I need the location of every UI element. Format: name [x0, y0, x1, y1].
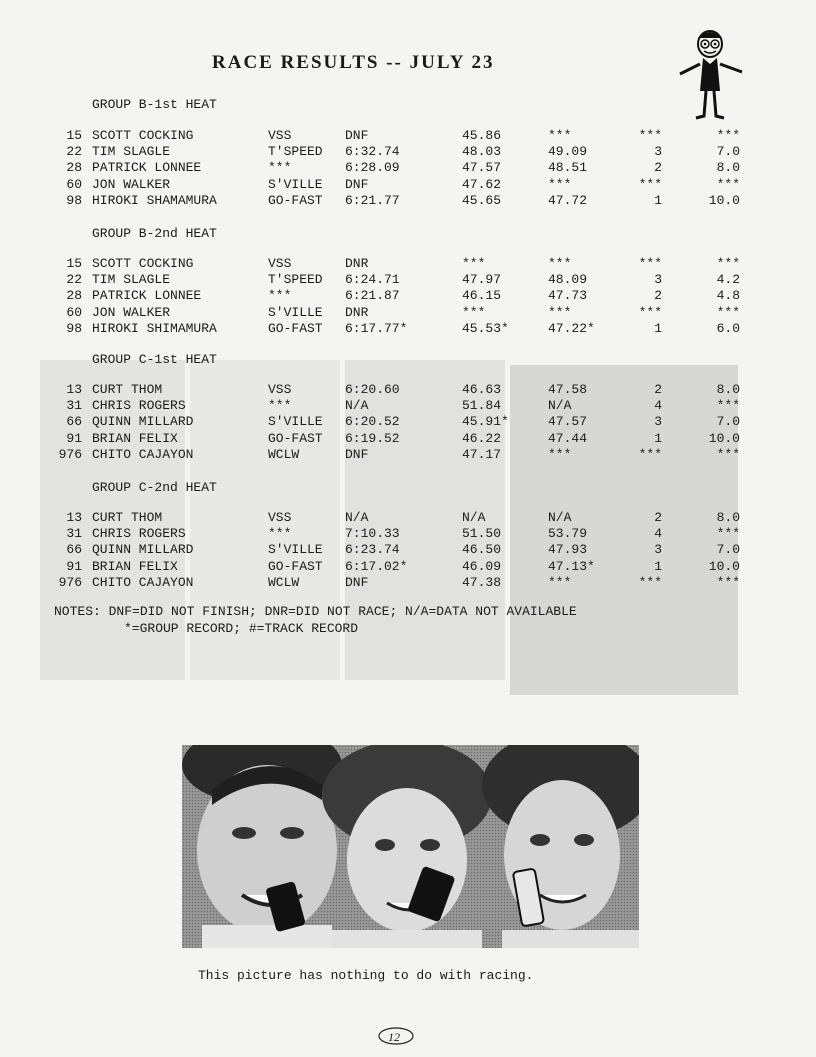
result-cell-num: 60	[66, 176, 82, 192]
result-cell-pos: ***	[638, 574, 662, 590]
result-cell-pts: 10.0	[708, 192, 740, 208]
result-cell-num: 28	[66, 160, 82, 176]
result-cell-name: TIM SLAGLE	[92, 144, 171, 160]
result-cell-pos: 3	[654, 144, 662, 160]
result-cell-time: DNF	[345, 176, 369, 192]
result-cell-name: BRIAN FELIX	[92, 558, 178, 574]
result-cell-pos: 3	[654, 414, 662, 430]
result-cell-pos: ***	[638, 176, 662, 192]
result-cell-name: BRIAN FELIX	[92, 430, 178, 446]
result-cell-lap1: 47.38	[462, 574, 502, 590]
page-number-text: 12	[388, 1030, 400, 1044]
result-cell-pts: 10.0	[708, 430, 740, 446]
result-cell-lap1: 46.50	[462, 542, 502, 558]
result-cell-pts: 6.0	[716, 320, 740, 336]
result-cell-num: 976	[58, 446, 82, 462]
result-cell-time: N/A	[345, 398, 369, 414]
result-cell-lap2: ***	[548, 128, 572, 143]
result-cell-name: PATRICK LONNEE	[92, 160, 202, 176]
result-cell-name: JON WALKER	[92, 304, 171, 320]
result-cell-time: DNF	[345, 128, 369, 143]
section-heading: GROUP B-2nd HEAT	[92, 226, 217, 241]
result-cell-team: ***	[268, 288, 292, 304]
result-cell-pts: ***	[716, 256, 740, 271]
result-cell-time: 7:10.33	[345, 526, 400, 542]
result-cell-name: SCOTT COCKING	[92, 256, 194, 271]
result-cell-time: 6:17.02*	[345, 558, 408, 574]
result-cell-pos: 1	[654, 430, 662, 446]
result-cell-pts: ***	[716, 304, 740, 320]
result-cell-name: JON WALKER	[92, 176, 171, 192]
result-cell-name: QUINN MILLARD	[92, 414, 194, 430]
result-cell-num: 31	[66, 398, 82, 414]
result-cell-pts: ***	[716, 176, 740, 192]
result-cell-name: QUINN MILLARD	[92, 542, 194, 558]
result-cell-pos: 1	[654, 320, 662, 336]
result-cell-team: GO-FAST	[268, 558, 323, 574]
result-cell-lap2: 48.09	[548, 272, 588, 288]
result-cell-time: 6:32.74	[345, 144, 400, 160]
result-cell-team: S'VILLE	[268, 542, 323, 558]
result-cell-name: CHRIS ROGERS	[92, 398, 186, 414]
result-cell-team: GO-FAST	[268, 320, 323, 336]
result-cell-pts: 8.0	[716, 382, 740, 397]
result-cell-lap1: 48.03	[462, 144, 502, 160]
result-cell-pos: 4	[654, 398, 662, 414]
section-heading: GROUP C-2nd HEAT	[92, 480, 217, 495]
section-heading: GROUP B-1st HEAT	[92, 97, 217, 112]
result-cell-lap2: 48.51	[548, 160, 588, 176]
result-cell-pts: 8.0	[716, 510, 740, 525]
result-cell-pos: ***	[638, 446, 662, 462]
result-cell-lap1: 51.84	[462, 398, 502, 414]
result-cell-team: WCLW	[268, 574, 300, 590]
result-cell-time: DNF	[345, 446, 369, 462]
notes-line-1: NOTES: DNF=DID NOT FINISH; DNR=DID NOT RACE; N/A=DATA NOT AVAILABLE	[54, 604, 577, 619]
result-cell-lap1: 51.50	[462, 526, 502, 542]
result-cell-name: CURT THOM	[92, 382, 163, 397]
result-cell-lap1: ***	[462, 256, 486, 271]
result-cell-pos: 2	[654, 288, 662, 304]
result-cell-num: 976	[58, 574, 82, 590]
result-cell-time: DNF	[345, 574, 369, 590]
result-cell-lap2: 47.13*	[548, 558, 595, 574]
result-cell-pts: ***	[716, 574, 740, 590]
result-cell-lap2: 47.93	[548, 542, 588, 558]
result-cell-num: 91	[66, 558, 82, 574]
result-cell-pos: ***	[638, 128, 662, 143]
result-cell-name: HIROKI SHAMAMURA	[92, 192, 217, 208]
result-cell-lap1: 45.86	[462, 128, 502, 143]
result-cell-time: N/A	[345, 510, 369, 525]
result-cell-lap1: 46.15	[462, 288, 502, 304]
result-cell-pos: 1	[654, 558, 662, 574]
result-cell-name: CHITO CAJAYON	[92, 574, 194, 590]
section-heading: GROUP C-1st HEAT	[92, 352, 217, 367]
result-cell-name: PATRICK LONNEE	[92, 288, 202, 304]
result-cell-lap1: 47.97	[462, 272, 502, 288]
result-cell-lap2: 47.72	[548, 192, 588, 208]
result-cell-lap2: ***	[548, 574, 572, 590]
result-cell-pos: 2	[654, 510, 662, 525]
result-cell-num: 13	[66, 382, 82, 397]
result-cell-lap1: 46.09	[462, 558, 502, 574]
result-cell-num: 28	[66, 288, 82, 304]
result-cell-num: 66	[66, 414, 82, 430]
result-cell-time: 6:24.71	[345, 272, 400, 288]
result-cell-name: CHRIS ROGERS	[92, 526, 186, 542]
result-cell-team: S'VILLE	[268, 414, 323, 430]
result-cell-lap1: ***	[462, 304, 486, 320]
result-cell-lap2: N/A	[548, 510, 572, 525]
result-cell-team: ***	[268, 160, 292, 176]
result-cell-pos: ***	[638, 256, 662, 271]
photo-illustration	[182, 745, 639, 948]
result-cell-team: VSS	[268, 128, 292, 143]
result-cell-num: 91	[66, 430, 82, 446]
result-cell-time: 6:28.09	[345, 160, 400, 176]
result-cell-pts: ***	[716, 526, 740, 542]
result-cell-lap2: N/A	[548, 398, 572, 414]
result-cell-team: T'SPEED	[268, 144, 323, 160]
result-cell-team: T'SPEED	[268, 272, 323, 288]
result-cell-name: HIROKI SHIMAMURA	[92, 320, 217, 336]
page-number	[380, 1030, 400, 1045]
result-cell-num: 15	[66, 256, 82, 271]
result-cell-team: WCLW	[268, 446, 300, 462]
result-cell-lap2: 47.44	[548, 430, 588, 446]
result-cell-team: S'VILLE	[268, 304, 323, 320]
result-cell-pts: 7.0	[716, 144, 740, 160]
result-cell-lap1: N/A	[462, 510, 486, 525]
result-cell-num: 98	[66, 320, 82, 336]
result-cell-time: 6:21.87	[345, 288, 400, 304]
result-cell-pos: ***	[638, 304, 662, 320]
result-cell-time: DNR	[345, 304, 369, 320]
result-cell-pts: 10.0	[708, 558, 740, 574]
result-cell-lap2: ***	[548, 176, 572, 192]
result-cell-time: 6:19.52	[345, 430, 400, 446]
result-cell-lap1: 46.22	[462, 430, 502, 446]
result-cell-time: 6:23.74	[345, 542, 400, 558]
result-cell-num: 60	[66, 304, 82, 320]
result-cell-pts: 7.0	[716, 542, 740, 558]
result-cell-pos: 1	[654, 192, 662, 208]
result-cell-num: 66	[66, 542, 82, 558]
result-cell-name: SCOTT COCKING	[92, 128, 194, 143]
result-cell-pos: 2	[654, 160, 662, 176]
result-cell-lap2: ***	[548, 446, 572, 462]
photo-caption: This picture has nothing to do with racing.	[198, 968, 534, 983]
result-cell-lap1: 46.63	[462, 382, 502, 397]
result-cell-team: ***	[268, 526, 292, 542]
page-title: RACE RESULTS -- JULY 23	[212, 52, 495, 73]
result-cell-lap1: 45.91*	[462, 414, 509, 430]
result-cell-pts: ***	[716, 446, 740, 462]
result-cell-lap2: 47.73	[548, 288, 588, 304]
result-cell-name: CURT THOM	[92, 510, 163, 525]
mascot-figure-icon	[676, 26, 746, 121]
result-cell-name: CHITO CAJAYON	[92, 446, 194, 462]
result-cell-num: 98	[66, 192, 82, 208]
result-cell-lap2: 47.22*	[548, 320, 595, 336]
result-cell-team: VSS	[268, 256, 292, 271]
result-cell-pos: 4	[654, 526, 662, 542]
result-cell-team: GO-FAST	[268, 192, 323, 208]
result-cell-team: VSS	[268, 382, 292, 397]
result-cell-num: 22	[66, 144, 82, 160]
result-cell-pts: 7.0	[716, 414, 740, 430]
result-cell-team: GO-FAST	[268, 430, 323, 446]
result-cell-pts: 4.2	[716, 272, 740, 288]
result-cell-num: 15	[66, 128, 82, 143]
result-cell-lap2: 47.57	[548, 414, 588, 430]
result-cell-pts: 8.0	[716, 160, 740, 176]
result-cell-time: 6:20.60	[345, 382, 400, 397]
result-cell-team: ***	[268, 398, 292, 414]
result-cell-time: 6:17.77*	[345, 320, 408, 336]
notes-line-2: *=GROUP RECORD; #=TRACK RECORD	[124, 621, 359, 636]
result-cell-num: 22	[66, 272, 82, 288]
result-cell-team: S'VILLE	[268, 176, 323, 192]
result-cell-time: DNR	[345, 256, 369, 271]
result-cell-name: TIM SLAGLE	[92, 272, 171, 288]
result-cell-lap1: 45.65	[462, 192, 502, 208]
result-cell-lap2: 49.09	[548, 144, 588, 160]
result-cell-lap1: 47.57	[462, 160, 502, 176]
vintage-advertisement-photo	[182, 745, 639, 948]
result-cell-lap2: ***	[548, 304, 572, 320]
result-cell-team: VSS	[268, 510, 292, 525]
result-cell-pos: 3	[654, 272, 662, 288]
result-cell-time: 6:21.77	[345, 192, 400, 208]
result-cell-time: 6:20.52	[345, 414, 400, 430]
result-cell-pos: 2	[654, 382, 662, 397]
result-cell-lap1: 45.53*	[462, 320, 509, 336]
result-cell-num: 31	[66, 526, 82, 542]
result-cell-pos: 3	[654, 542, 662, 558]
result-cell-lap2: 53.79	[548, 526, 588, 542]
result-cell-lap2: 47.58	[548, 382, 588, 397]
result-cell-pts: 4.8	[716, 288, 740, 304]
result-cell-num: 13	[66, 510, 82, 525]
result-cell-lap1: 47.17	[462, 446, 502, 462]
result-cell-lap2: ***	[548, 256, 572, 271]
result-cell-lap1: 47.62	[462, 176, 502, 192]
result-cell-pts: ***	[716, 128, 740, 143]
result-cell-pts: ***	[716, 398, 740, 414]
